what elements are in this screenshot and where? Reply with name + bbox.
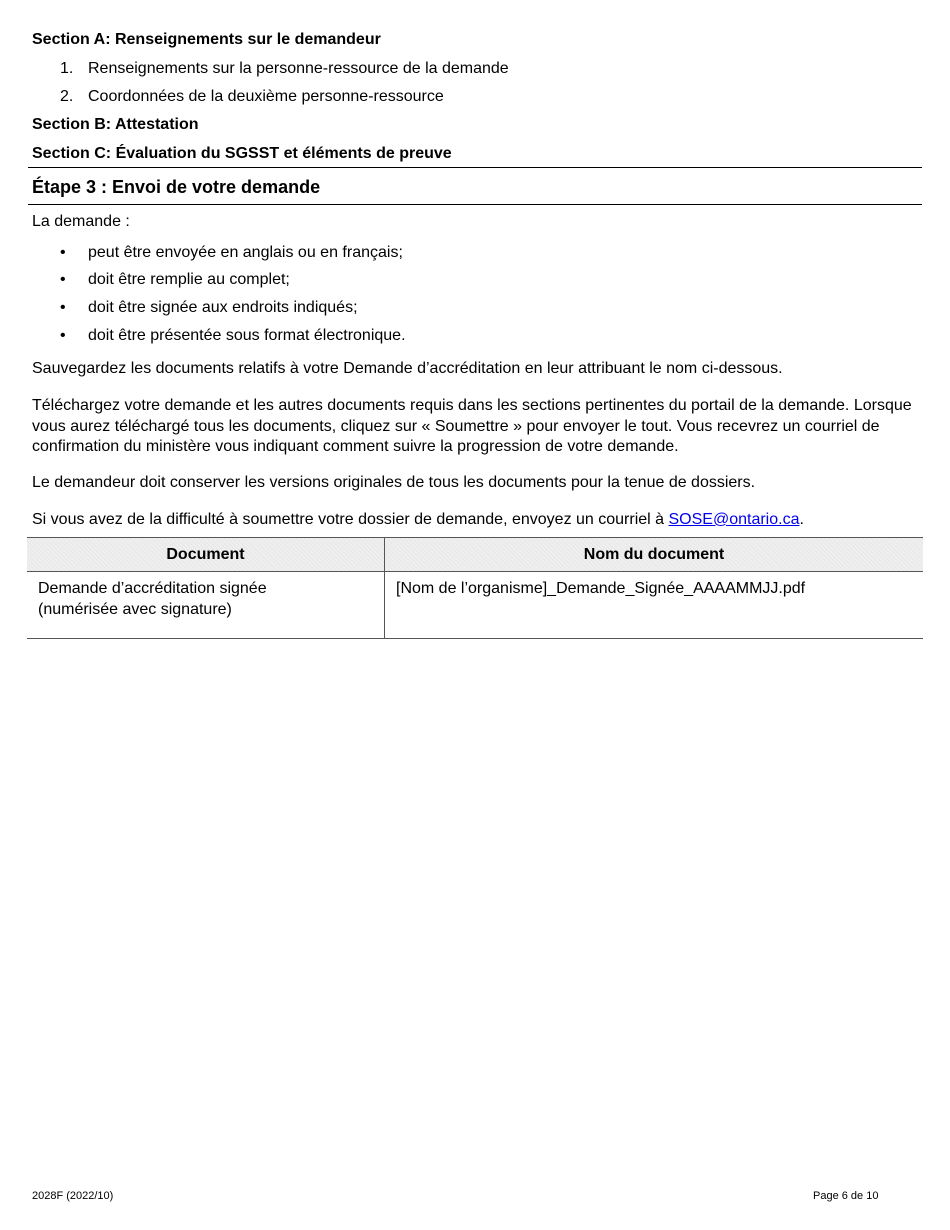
table-header-row [27, 538, 923, 572]
help-text: Si vous avez de la difficulté à soumettre votre dossier de demande, envoyez un courriel à [32, 511, 669, 528]
bullet-icon: • [60, 244, 66, 261]
bullet-icon: • [60, 299, 66, 316]
list-item-text: doit être remplie au complet; [88, 271, 290, 288]
email-link[interactable]: SOSE@ontario.ca [668, 511, 800, 528]
step-3-header [28, 167, 922, 205]
help-contact [32, 510, 912, 531]
list-number: 2. [60, 88, 74, 105]
bullet-icon: • [60, 271, 66, 288]
document-label-line: (numérisée avec signature) [38, 601, 232, 618]
column-header-document: Document [27, 538, 385, 572]
list-item [60, 59, 509, 79]
form-number: 2028F (2022/10) [32, 1190, 114, 1202]
request-intro: La demande : [32, 213, 130, 230]
section-a-heading: Section A: Renseignements sur le demandeur [32, 31, 381, 48]
list-item [60, 298, 358, 318]
list-number: 1. [60, 60, 74, 77]
column-header-document-name: Nom du document [385, 538, 924, 572]
list-item-text: peut être envoyée en anglais ou en français; [88, 244, 403, 261]
list-item-text: Renseignements sur la personne-ressource de la demande [88, 60, 509, 77]
document-name-cell: [Nom de l’organisme]_Demande_Signée_AAAAMMJJ.pdf [385, 572, 924, 639]
bullet-icon: • [60, 327, 66, 344]
upload-instructions: Téléchargez votre demande et les autres documents requis dans les sections pertinentes du portail de la demande. Lorsque vous aurez téléchargé tous les documents, cliquez sur « Soumettre » pour envoyer le tout. Vous recevrez un courriel de confirmation du ministère vous indiquant comment suivre la progression de votre demande. [32, 397, 912, 455]
list-item-text: doit être présentée sous format électronique. [88, 327, 406, 344]
page-number: Page 6 de 10 [813, 1190, 879, 1202]
help-punctuation: . [799, 511, 804, 528]
save-instructions: Sauvegardez les documents relatifs à votre Demande d’accréditation en leur attribuant le nom ci-dessous. [32, 360, 783, 377]
retention-notice: Le demandeur doit conserver les versions originales de tous les documents pour la tenue de dossiers. [32, 474, 756, 491]
list-item [60, 326, 406, 346]
list-item-text: doit être signée aux endroits indiqués; [88, 299, 358, 316]
list-item [60, 270, 290, 290]
section-b-heading: Section B: Attestation [32, 116, 199, 133]
list-item [60, 243, 403, 263]
list-item [60, 87, 444, 107]
section-c-heading: Section C: Évaluation du SGSST et éléments de preuve [32, 145, 452, 162]
table-row [27, 572, 923, 639]
list-item-text: Coordonnées de la deuxième personne-ressource [88, 88, 444, 105]
step-3-title: Étape 3 : Envoi de votre demande [32, 177, 321, 197]
document-label-line: Demande d’accréditation signée [38, 580, 267, 597]
document-cell [27, 572, 385, 639]
document-naming-table [27, 537, 923, 639]
